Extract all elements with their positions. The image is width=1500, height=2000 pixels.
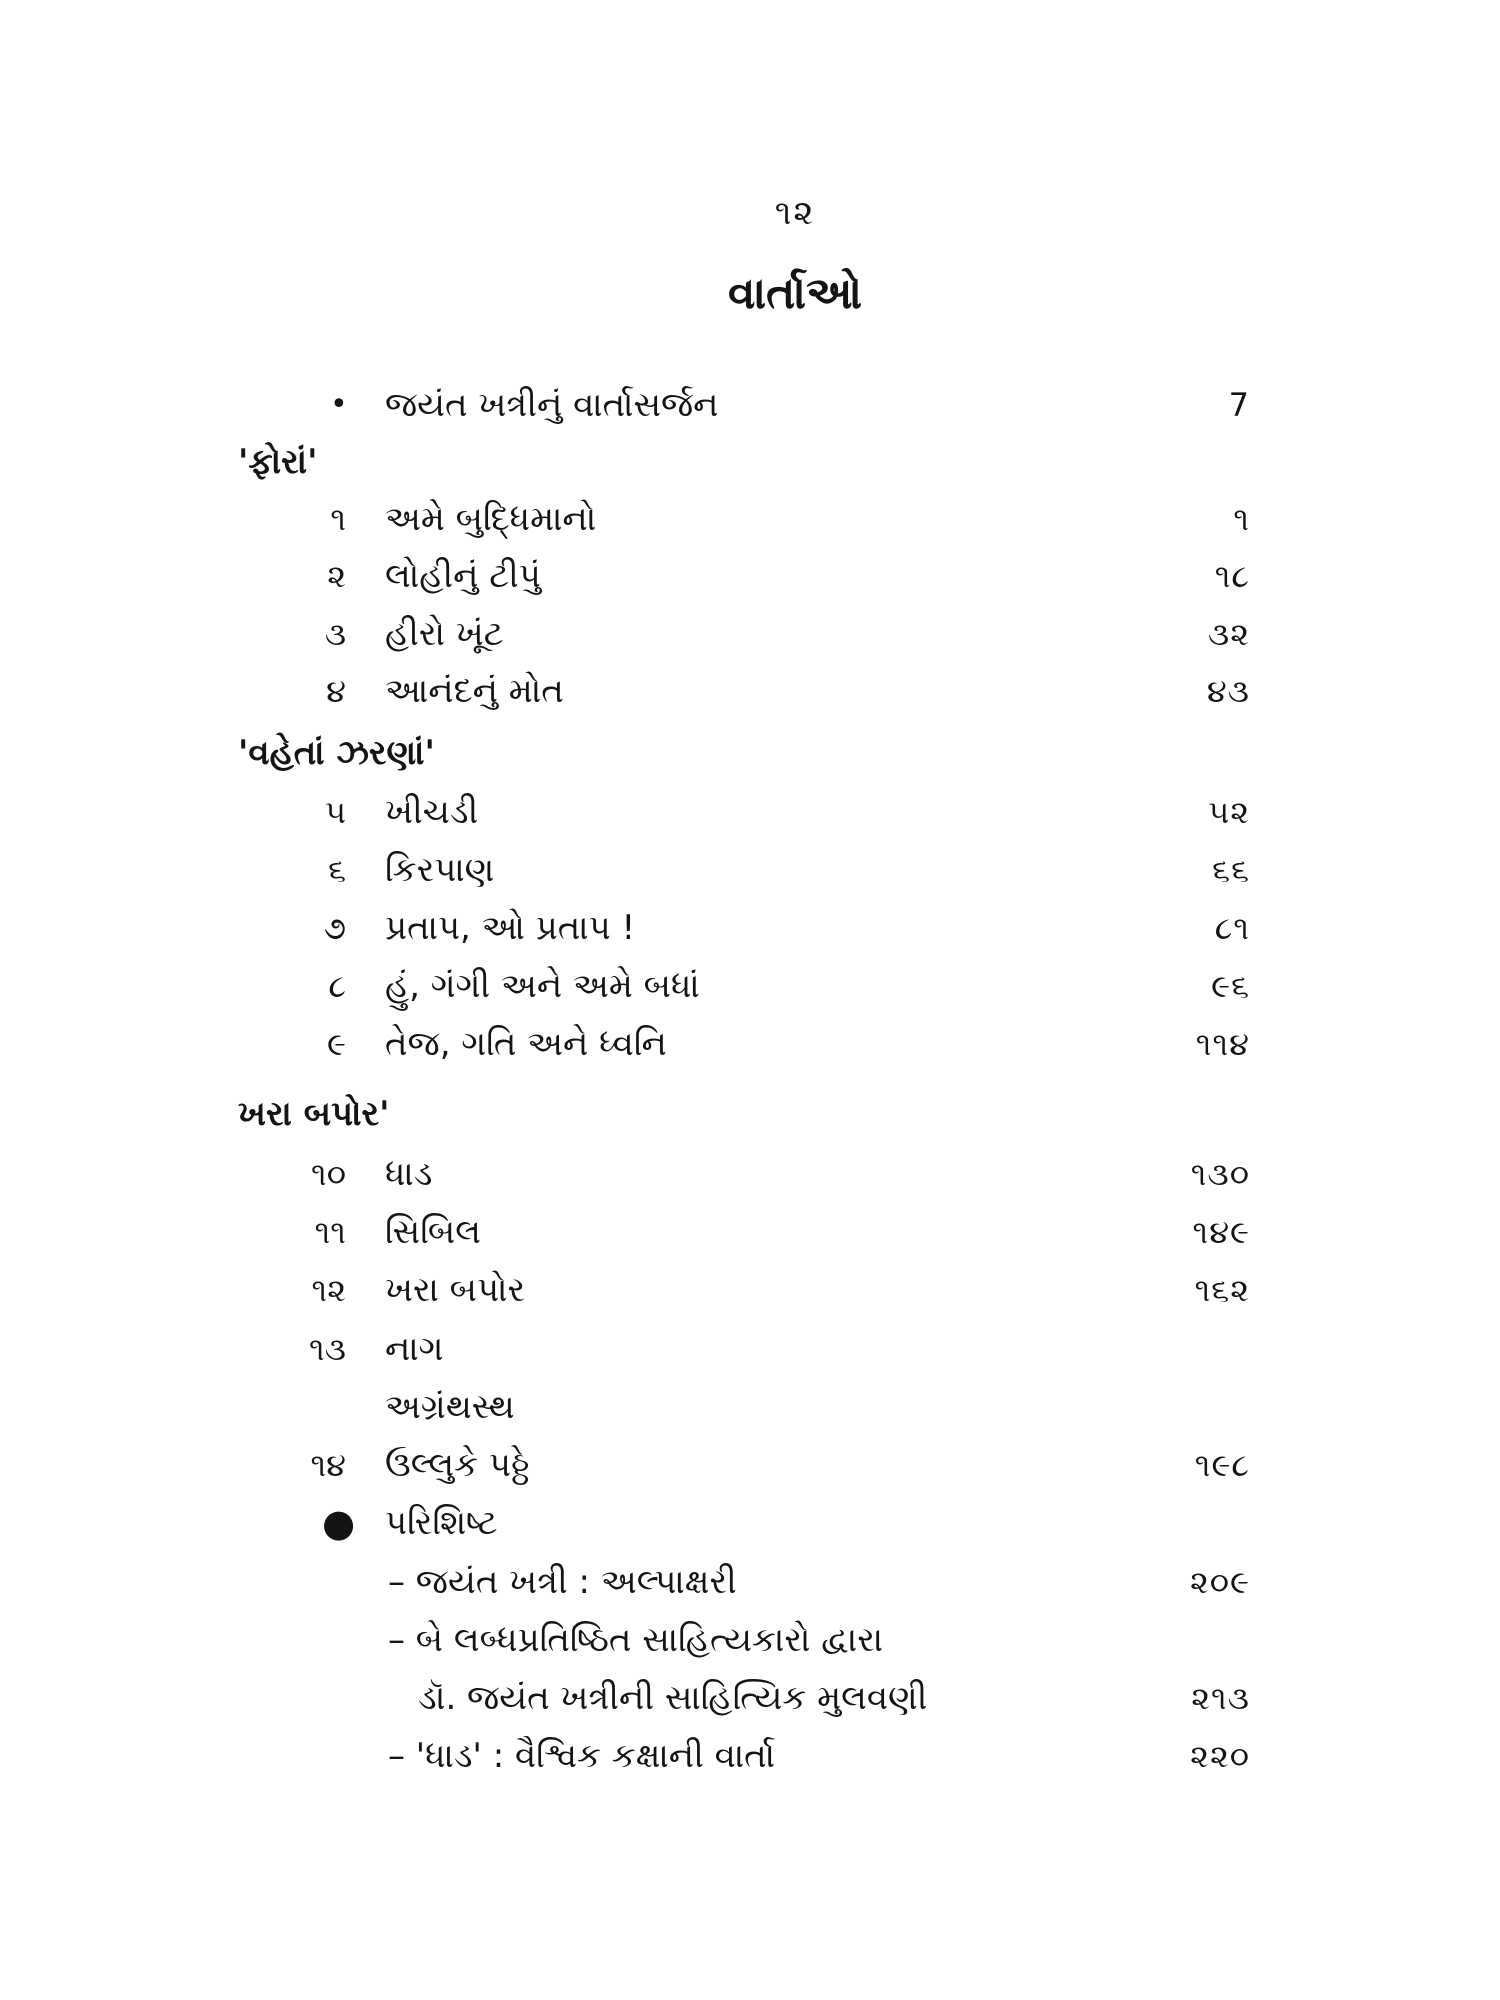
toc-entry-row xyxy=(0,666,1500,716)
toc-entry-title: લોહીનું ટીપું xyxy=(385,556,541,596)
toc-entry-row xyxy=(0,787,1500,837)
toc-entry-number: ૫ xyxy=(324,793,346,831)
toc-entry-title: હું, ગંગી અને અમે બધાં xyxy=(385,966,700,1006)
toc-entry-row xyxy=(0,1149,1500,1199)
toc-entry-page: ૩૨ xyxy=(1207,615,1250,653)
toc-entry-title: ખરા બપોર xyxy=(385,1270,526,1310)
toc-entry-row xyxy=(0,1265,1500,1315)
section-heading: 'ફોરાં' xyxy=(238,442,318,482)
toc-entry-page: ૧૩૦ xyxy=(1190,1155,1250,1193)
appendix-item-row xyxy=(0,1673,1500,1723)
toc-entry-number: ૧૩ xyxy=(309,1330,346,1368)
toc-entry-number: ૩ xyxy=(324,615,346,653)
toc-entry-number: ૧૦ xyxy=(311,1155,346,1193)
appendix-item-row xyxy=(0,1615,1500,1665)
appendix-item-title: – બે લબ્ધપ્રતિષ્ઠિત સાહિત્યકારો દ્વારા xyxy=(388,1620,884,1660)
toc-entry-page: ૧૮ xyxy=(1214,557,1250,595)
toc-entry-number: ૬ xyxy=(328,851,346,889)
page-number: ૧૨ xyxy=(774,193,816,233)
toc-entry-title: આનંદનું મોત xyxy=(385,671,564,711)
toc-entry-page: ૧ xyxy=(1233,500,1250,538)
toc-entry-row xyxy=(0,1324,1500,1374)
toc-entry-number: ૮ xyxy=(328,967,346,1005)
toc-entry-page: ૬૬ xyxy=(1212,851,1250,889)
page-title: વાર્તાઓ xyxy=(727,268,863,319)
bullet-icon: ● xyxy=(322,1501,356,1545)
toc-entry-number: ૭ xyxy=(323,909,346,947)
toc-entry-number: ૨ xyxy=(327,557,346,595)
toc-entry-number: ૧૪ xyxy=(310,1446,346,1484)
toc-entry-number: ૯ xyxy=(327,1025,346,1063)
toc-entry-title: કિરપાણ xyxy=(385,850,495,890)
toc-entry-title: ધાડ xyxy=(385,1154,433,1194)
toc-entry-number: ૧૨ xyxy=(311,1271,346,1309)
section-heading: ખરા બપોર' xyxy=(238,1094,390,1134)
toc-entry-row xyxy=(0,1019,1500,1069)
section-heading: 'વહેતાં ઝરણાં' xyxy=(238,733,435,773)
toc-entry-page: ૧૧૪ xyxy=(1195,1025,1250,1063)
toc-entry-number: ૧૧ xyxy=(314,1213,346,1251)
bullet-icon: • xyxy=(330,387,348,422)
toc-entry-row xyxy=(0,1207,1500,1257)
toc-entry-title: તેજ, ગતિ અને ધ્વનિ xyxy=(385,1024,667,1064)
toc-entry-page: ૧૬૨ xyxy=(1194,1271,1250,1309)
toc-entry-page: ૧૪૯ xyxy=(1192,1213,1250,1251)
toc-entry-title: ખીચડી xyxy=(385,792,479,832)
toc-entry-row xyxy=(0,1440,1500,1490)
appendix-item-row xyxy=(0,1557,1500,1607)
appendix-title: પરિશિષ્ટ xyxy=(385,1503,498,1543)
toc-entry-row xyxy=(0,551,1500,601)
toc-entry-title: હીરો ખૂંટ xyxy=(385,614,504,654)
toc-entry-title: અગ્રંથસ્થ xyxy=(385,1387,515,1427)
toc-entry-page: ૧૯૮ xyxy=(1194,1446,1250,1484)
toc-entry-title: ઉલ્લુકે પઠ્ઠે xyxy=(385,1445,530,1485)
toc-entry-row xyxy=(0,1382,1500,1432)
toc-entry-title: જયંત ખત્રીનું વાર્તાસર્જન xyxy=(385,385,719,425)
toc-entry-row xyxy=(0,845,1500,895)
appendix-heading-row xyxy=(0,1498,1500,1548)
appendix-item-title: – 'ધાડ' : વૈશ્વિક કક્ષાની વાર્તા xyxy=(388,1736,776,1776)
toc-entry-number: ૧ xyxy=(330,500,346,538)
toc-entry-title: પ્રતાપ, ઓ પ્રતાપ ! xyxy=(385,908,636,948)
toc-entry-page: ૫૨ xyxy=(1208,793,1250,831)
toc-intro-row xyxy=(0,380,1500,430)
appendix-item-page: ૨૦૯ xyxy=(1190,1563,1250,1601)
appendix-item-title: – જયંત ખત્રી : અલ્પાક્ષરી xyxy=(388,1562,737,1602)
appendix-item-title: ડૉ. જયંત ખત્રીની સાહિત્યિક મુલવણી xyxy=(418,1678,928,1718)
appendix-item-row xyxy=(0,1731,1500,1781)
toc-entry-page: ૯૬ xyxy=(1211,967,1250,1005)
toc-entry-row xyxy=(0,494,1500,544)
toc-entry-row xyxy=(0,903,1500,953)
toc-entry-title: સિબિલ xyxy=(385,1212,481,1252)
toc-entry-page: 7 xyxy=(1228,386,1250,424)
toc-entry-title: નાગ xyxy=(385,1329,444,1369)
toc-entry-row xyxy=(0,961,1500,1011)
toc-entry-page: ૪૩ xyxy=(1206,672,1250,710)
toc-entry-page: ૮૧ xyxy=(1214,909,1250,947)
toc-entry-row xyxy=(0,609,1500,659)
toc-entry-title: અમે બુદ્ધિમાનો xyxy=(385,499,597,539)
appendix-item-page: ૨૨૦ xyxy=(1190,1737,1250,1775)
appendix-item-page: ૨૧૩ xyxy=(1191,1679,1250,1717)
toc-entry-number: ૪ xyxy=(326,672,346,710)
